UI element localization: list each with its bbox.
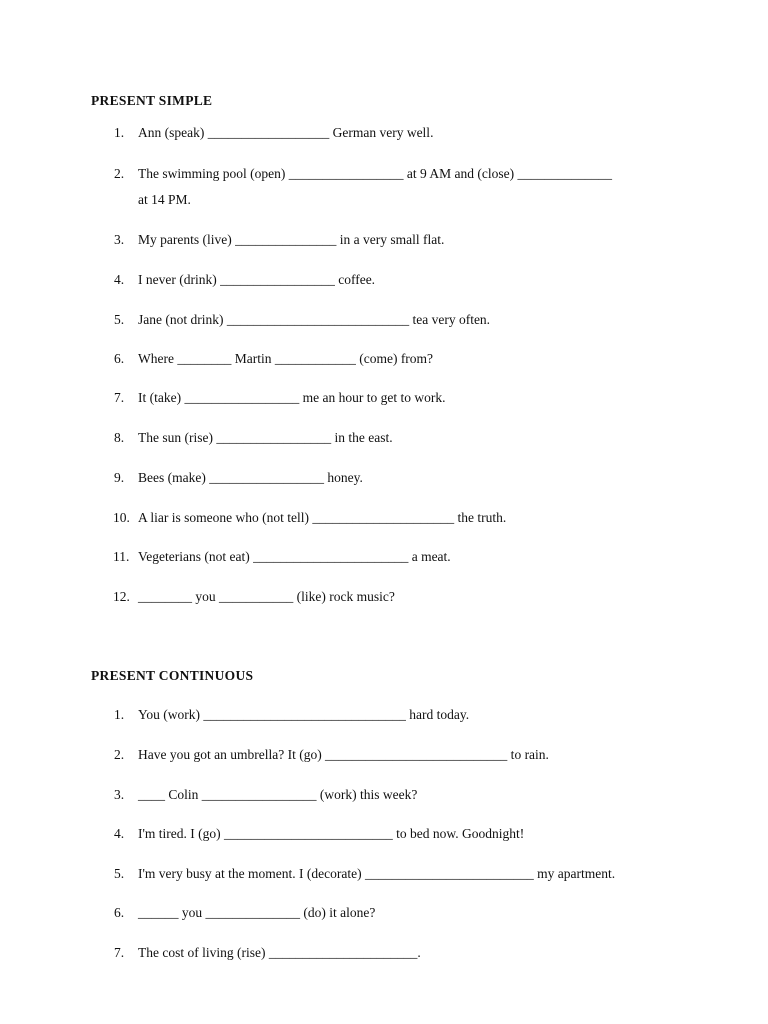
item-text: Vegeterians (not eat) _______________________ a meat. xyxy=(138,549,451,564)
item-number: 2. xyxy=(114,166,125,181)
section-heading-present-simple: PRESENT SIMPLE xyxy=(91,93,213,108)
item-number: 9. xyxy=(114,470,125,485)
item-number: 11. xyxy=(113,549,130,564)
item-text: ____ Colin _________________ (work) this week? xyxy=(138,787,418,802)
item-text: Have you got an umbrella? It (go) ___________________________ to rain. xyxy=(138,747,549,762)
item-text: My parents (live) _______________ in a very small flat. xyxy=(138,232,445,247)
item-text: The sun (rise) _________________ in the east. xyxy=(138,430,393,445)
item-number: 3. xyxy=(114,232,125,247)
item-text: Jane (not drink) ___________________________ tea very often. xyxy=(138,312,491,327)
item-number: 6. xyxy=(114,351,125,366)
item-number: 4. xyxy=(114,272,125,287)
item-text: It (take) _________________ me an hour to get to work. xyxy=(138,390,446,405)
item-text: Where ________ Martin ____________ (come) from? xyxy=(138,351,434,366)
item-text: Bees (make) _________________ honey. xyxy=(138,470,363,485)
item-text: The swimming pool (open) _________________ at 9 AM and (close) ______________ xyxy=(138,166,612,181)
item-text: A liar is someone who (not tell) _____________________ the truth. xyxy=(138,510,507,525)
section-heading-present-continuous: PRESENT CONTINUOUS xyxy=(91,668,254,683)
item-number: 1. xyxy=(114,707,125,722)
item-number: 4. xyxy=(114,826,125,841)
item-text: The cost of living (rise) ______________________. xyxy=(138,945,421,960)
item-number: 7. xyxy=(114,390,125,405)
item-text: ________ you ___________ (like) rock music? xyxy=(138,589,395,604)
item-number: 6. xyxy=(114,905,125,920)
item-text: I'm tired. I (go) _________________________ to bed now. Goodnight! xyxy=(138,826,525,841)
item-number: 12. xyxy=(113,589,130,604)
item-number: 7. xyxy=(114,945,125,960)
item-number: 3. xyxy=(114,787,125,802)
item-number: 5. xyxy=(114,312,125,327)
item-number: 10. xyxy=(113,510,130,525)
item-number: 1. xyxy=(114,125,125,140)
item-text-continuation: at 14 PM. xyxy=(138,192,191,207)
item-number: 5. xyxy=(114,866,125,881)
item-text: I never (drink) _________________ coffee. xyxy=(138,272,376,287)
item-text: Ann (speak) __________________ German very well. xyxy=(138,125,434,140)
item-text: I'm very busy at the moment. I (decorate) _________________________ my apartment. xyxy=(138,866,616,881)
item-text: You (work) ______________________________ hard today. xyxy=(138,707,470,722)
item-text: ______ you ______________ (do) it alone? xyxy=(138,905,376,920)
item-number: 2. xyxy=(114,747,125,762)
item-number: 8. xyxy=(114,430,125,445)
